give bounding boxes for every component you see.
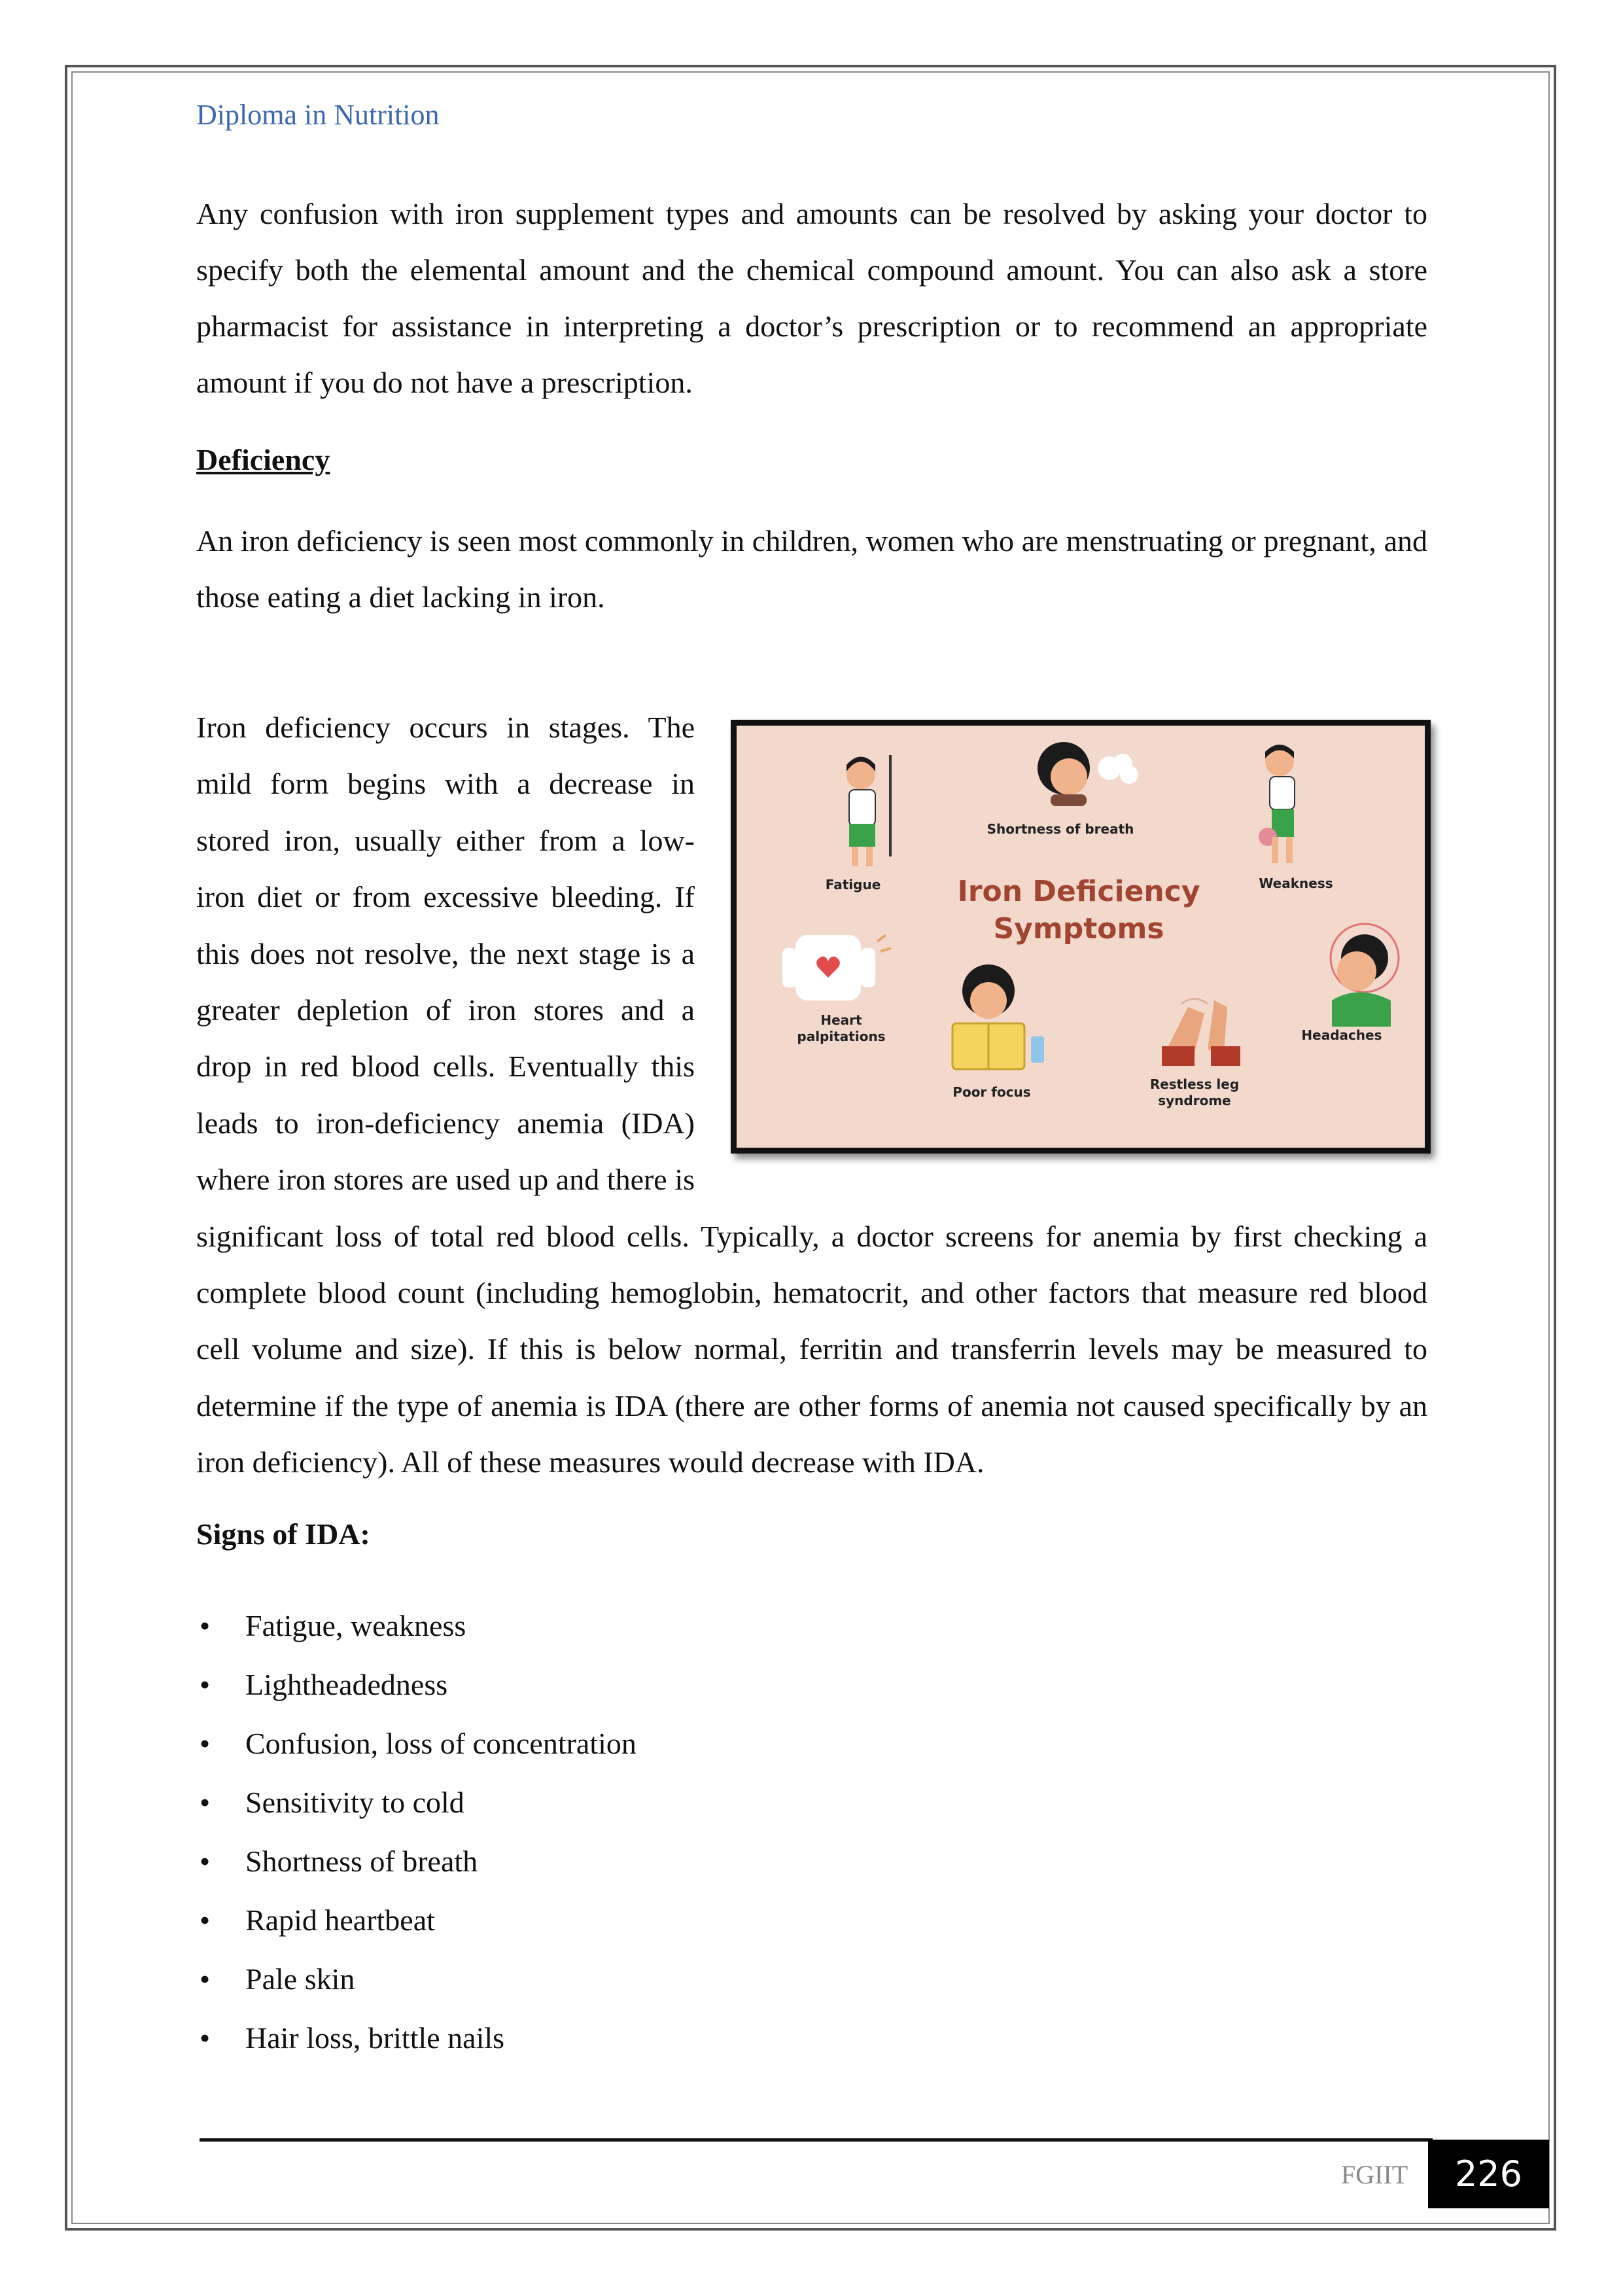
section-heading-deficiency: Deficiency: [196, 443, 330, 476]
label-heart-line-2: palpitations: [797, 1029, 886, 1044]
list-item: • Shortness of breath: [196, 1832, 637, 1891]
list-item: • Fatigue, weakness: [196, 1597, 637, 1655]
figure-title-line-1: Iron Deficiency: [957, 875, 1200, 908]
label-weakness: Weakness: [1259, 875, 1333, 891]
label-headaches: Headaches: [1301, 1027, 1382, 1043]
label-fatigue: Fatigue: [825, 877, 881, 892]
list-item: • Rapid heartbeat: [196, 1891, 637, 1950]
iron-deficiency-symptoms-figure: [731, 720, 1431, 1154]
label-poor-focus: Poor focus: [952, 1084, 1031, 1100]
label-heart-line-1: Heart: [820, 1012, 862, 1028]
figure-illustration: [737, 726, 1425, 1148]
list-item: • Confusion, loss of concentration: [196, 1714, 637, 1773]
footer-org: FGIIT: [1341, 2160, 1408, 2189]
intro-paragraph: Any confusion with iron supplement types and amounts can be resolved by asking your doctor to specify both the elemental amount and the chemical compound amount. You can also ask a store pharmacist for assistance in interpreting a doctor’s prescription or to recommend an appropriate amount if you do not have a prescription.: [196, 197, 1427, 399]
list-item: • Pale skin: [196, 1950, 637, 2009]
figure-title-line-2: Symptoms: [993, 912, 1164, 945]
label-restless-line-2: syndrome: [1158, 1093, 1231, 1108]
list-item: • Lightheadedness: [196, 1655, 637, 1714]
deficiency-paragraph-1: An iron deficiency is seen most commonly in children, women who are menstruating or pregnant, and those eating a diet lacking in iron.: [196, 524, 1427, 614]
page-number: 226: [1428, 2140, 1549, 2208]
list-item: • Hair loss, brittle nails: [196, 2009, 637, 2068]
deficiency-paragraph-2-text: Iron deficiency occurs in stages. The mild form begins with a decrease in stored iron, usually either from a low-iron diet or from excessive bleeding. If this does not resolve, the next stage is a greater depletion of iron stores and a drop in red blood cells. Eventually this leads to iron-deficiency anemia (IDA) where iron stores are used up and there is significant loss of total red blood cells. Typically, a doctor screens for anemia by first checking a complete blood count (including hemoglobin, hematocrit, and other factors that measure red blood cell volume and size). If this is below normal, ferritin and transferrin levels may be measured to determine if the type of anemia is IDA (there are other forms of anemia not caused specifically by an iron deficiency). All of these measures would decrease with IDA.: [196, 711, 1427, 1479]
footer-rule: [200, 2138, 1433, 2142]
running-header: Diploma in Nutrition: [196, 99, 440, 131]
list-item: • Sensitivity to cold: [196, 1773, 637, 1832]
section-heading-signs: Signs of IDA:: [196, 1517, 370, 1551]
label-restless-line-1: Restless leg: [1149, 1076, 1240, 1092]
signs-list: [196, 1597, 637, 2068]
label-shortness-of-breath: Shortness of breath: [986, 821, 1134, 837]
